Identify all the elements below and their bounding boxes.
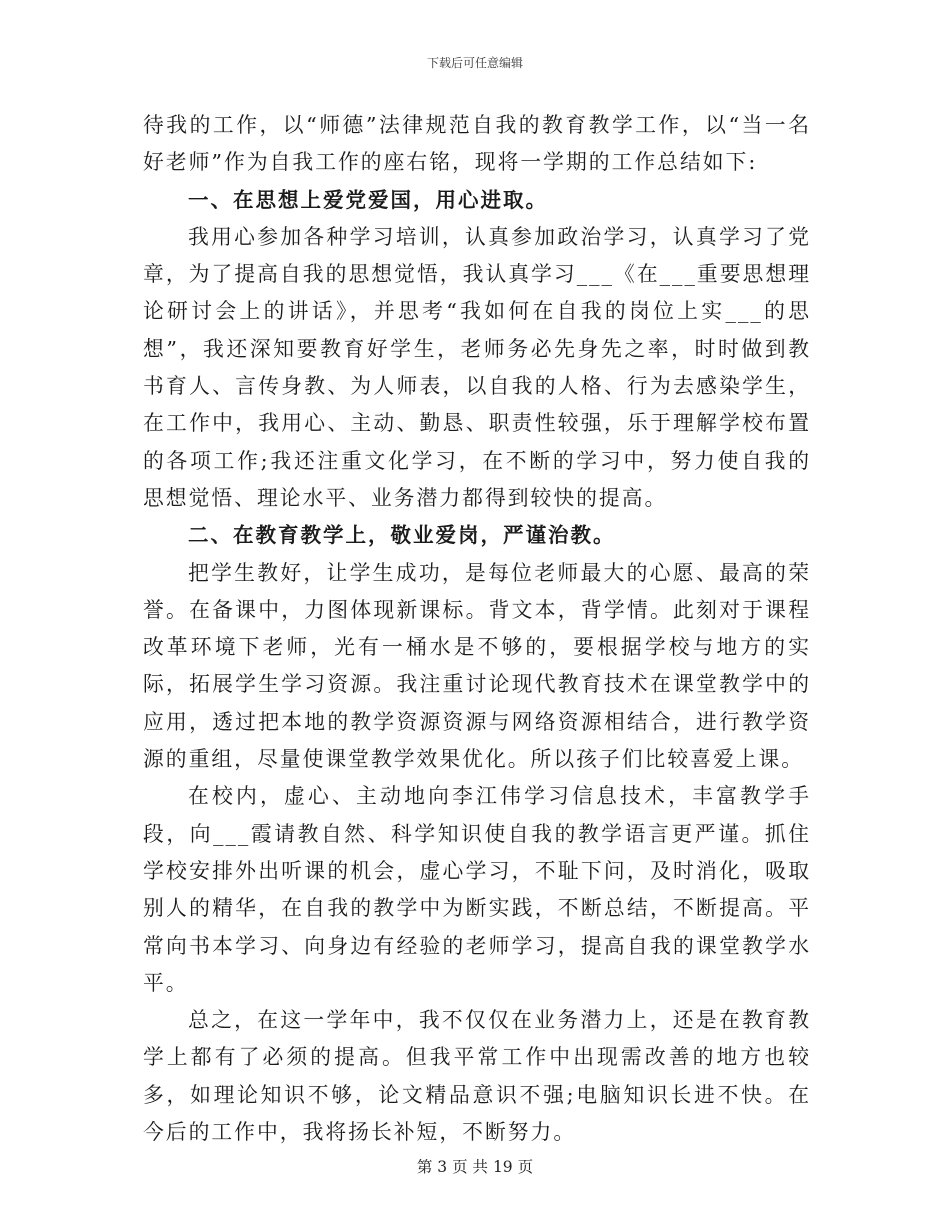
paragraph-section-1: 我用心参加各种学习培训，认真参加政治学习，认真学习了党章，为了提高自我的思想觉悟，我认真学习___《在___重要思想理论研讨会上的讲话》，并思考“我如何在自我的岗位上实___的思想”，我还深知要教育好学生，老师务必先身先之率，时时做到教书育人、言传身教、为人师表，以自我的人格、行为去感染学生，在工作中，我用心、主动、勤恳、职责性较强，乐于理解学校布置的各项工作;我还注重文化学习，在不断的学习中，努力使自我的思想觉悟、理论水平、业务潜力都得到较快的提高。 [143,224,811,510]
section-heading-2: 二、在教育教学上，敬业爱岗，严谨治教。 [188,523,616,548]
paragraph-section-2a: 把学生教好，让学生成功，是每位老师最大的心愿、最高的荣誉。在备课中，力图体现新课标。背文本，背学情。此刻对于课程改革环境下老师，光有一桶水是不够的，要根据学校与地方的实际，拓展学生学习资源。我注重讨论现代教育技术在课堂教学中的应用，透过把本地的教学资源资源与网络资源相结合，进行教学资源的重组，尽量使课堂教学效果优化。所以孩子们比较喜爱上课。 [143,560,811,772]
section-heading-1: 一、在思想上爱党爱国，用心进取。 [188,187,548,212]
page-number: 第 3 页 共 19 页 [416,1158,534,1176]
paragraph-section-2b: 在校内，虚心、主动地向李江伟学习信息技术，丰富教学手段，向___霞请教自然、科学知识使自我的教学语言更严谨。抓住学校安排外出听课的机会，虚心学习，不耻下问，及时消化，吸取别人的精华，在自我的教学中为断实践，不断总结，不断提高。平常向书本学习、向身边有经验的老师学习，提高自我的课堂教学水平。 [143,784,811,995]
paragraph-intro: 待我的工作，以“师德”法律规范自我的教育教学工作，以“当一名好老师”作为自我工作的座右铭，现将一学期的工作总结如下: [143,113,811,175]
paragraph-summary: 总之，在这一学年中，我不仅仅在业务潜力上，还是在教育教学上都有了必须的提高。但我平常工作中出现需改善的地方也较多，如理论知识不够，论文精品意识不强;电脑知识长进不快。在今后的工作中，我将扬长补短，不断努力。 [143,1008,811,1145]
document-body [143,107,811,1151]
header-note: 下载后可任意编辑 [426,56,523,70]
